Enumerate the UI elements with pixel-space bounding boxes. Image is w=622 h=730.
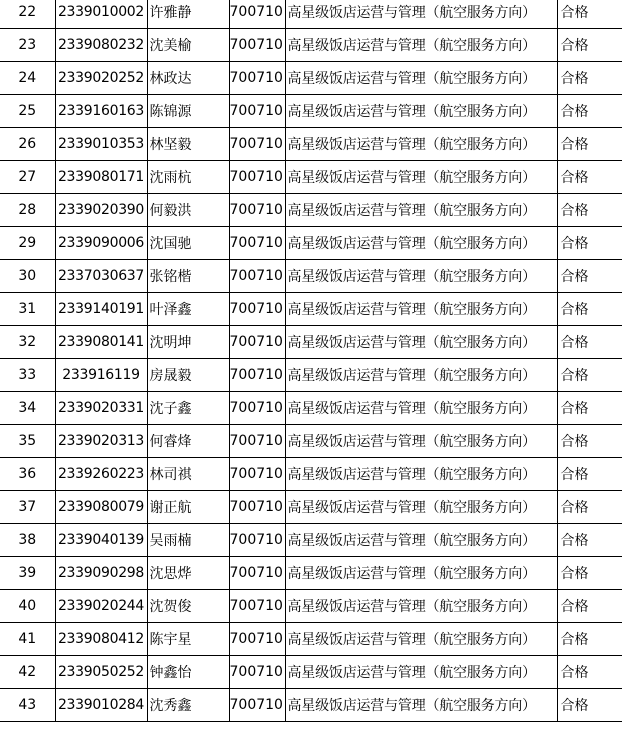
major-name-cell: 高星级饭店运营与管理（航空服务方向） <box>285 425 557 458</box>
result-cell: 合格 <box>557 128 622 161</box>
table-row <box>0 425 622 458</box>
student-name-cell: 叶泽鑫 <box>147 293 229 326</box>
exam-id-cell: 2339010002 <box>55 0 147 29</box>
row-number-cell: 30 <box>0 260 55 293</box>
table-row <box>0 227 622 260</box>
major-name-cell: 高星级饭店运营与管理（航空服务方向） <box>285 458 557 491</box>
exam-id-cell: 2339020390 <box>55 194 147 227</box>
exam-id-cell: 2339020331 <box>55 392 147 425</box>
student-name-cell: 沈思烨 <box>147 557 229 590</box>
major-code-cell: 700710 <box>229 656 285 689</box>
row-number-cell: 24 <box>0 62 55 95</box>
row-number-cell: 29 <box>0 227 55 260</box>
exam-id-cell: 2339080171 <box>55 161 147 194</box>
row-number-cell: 33 <box>0 359 55 392</box>
table-row <box>0 293 622 326</box>
row-number-cell: 28 <box>0 194 55 227</box>
major-code-cell: 700710 <box>229 293 285 326</box>
result-cell: 合格 <box>557 689 622 722</box>
row-number-cell: 43 <box>0 689 55 722</box>
row-number-cell: 42 <box>0 656 55 689</box>
row-number-cell: 41 <box>0 623 55 656</box>
result-cell: 合格 <box>557 95 622 128</box>
exam-id-cell: 2339140191 <box>55 293 147 326</box>
row-number-cell: 36 <box>0 458 55 491</box>
result-cell: 合格 <box>557 326 622 359</box>
exam-id-cell: 2339010284 <box>55 689 147 722</box>
student-name-cell: 陈宇星 <box>147 623 229 656</box>
row-number-cell: 26 <box>0 128 55 161</box>
result-cell: 合格 <box>557 62 622 95</box>
exam-id-cell: 2339090298 <box>55 557 147 590</box>
exam-id-cell: 2337030637 <box>55 260 147 293</box>
student-name-cell: 林坚毅 <box>147 128 229 161</box>
table-row <box>0 392 622 425</box>
student-name-cell: 沈子鑫 <box>147 392 229 425</box>
exam-id-cell: 2339080141 <box>55 326 147 359</box>
table-row <box>0 524 622 557</box>
major-name-cell: 高星级饭店运营与管理（航空服务方向） <box>285 656 557 689</box>
major-code-cell: 700710 <box>229 458 285 491</box>
result-cell: 合格 <box>557 458 622 491</box>
major-name-cell: 高星级饭店运营与管理（航空服务方向） <box>285 161 557 194</box>
student-name-cell: 沈明坤 <box>147 326 229 359</box>
major-name-cell: 高星级饭店运营与管理（航空服务方向） <box>285 293 557 326</box>
exam-id-cell: 2339020313 <box>55 425 147 458</box>
exam-id-cell: 2339080079 <box>55 491 147 524</box>
row-number-cell: 22 <box>0 0 55 29</box>
result-cell: 合格 <box>557 0 622 29</box>
student-name-cell: 沈国驰 <box>147 227 229 260</box>
table-row <box>0 95 622 128</box>
row-number-cell: 31 <box>0 293 55 326</box>
major-code-cell: 700710 <box>229 29 285 62</box>
exam-id-cell: 2339080412 <box>55 623 147 656</box>
table-row <box>0 491 622 524</box>
table-row <box>0 689 622 722</box>
table-row <box>0 29 622 62</box>
result-cell: 合格 <box>557 227 622 260</box>
result-cell: 合格 <box>557 293 622 326</box>
row-number-cell: 38 <box>0 524 55 557</box>
major-code-cell: 700710 <box>229 590 285 623</box>
major-code-cell: 700710 <box>229 557 285 590</box>
result-cell: 合格 <box>557 656 622 689</box>
result-cell: 合格 <box>557 590 622 623</box>
major-code-cell: 700710 <box>229 689 285 722</box>
row-number-cell: 35 <box>0 425 55 458</box>
student-name-cell: 沈贺俊 <box>147 590 229 623</box>
major-name-cell: 高星级饭店运营与管理（航空服务方向） <box>285 557 557 590</box>
major-name-cell: 高星级饭店运营与管理（航空服务方向） <box>285 62 557 95</box>
table-row <box>0 62 622 95</box>
table-row <box>0 194 622 227</box>
student-name-cell: 陈锦源 <box>147 95 229 128</box>
student-name-cell: 沈雨杭 <box>147 161 229 194</box>
major-name-cell: 高星级饭店运营与管理（航空服务方向） <box>285 95 557 128</box>
result-cell: 合格 <box>557 29 622 62</box>
exam-id-cell: 2339020252 <box>55 62 147 95</box>
table-row <box>0 590 622 623</box>
student-name-cell: 何睿烽 <box>147 425 229 458</box>
major-code-cell: 700710 <box>229 260 285 293</box>
exam-id-cell: 2339050252 <box>55 656 147 689</box>
major-code-cell: 700710 <box>229 62 285 95</box>
table-row <box>0 0 622 29</box>
exam-id-cell: 2339080232 <box>55 29 147 62</box>
major-name-cell: 高星级饭店运营与管理（航空服务方向） <box>285 590 557 623</box>
exam-id-cell: 233916119 <box>55 359 147 392</box>
table-row <box>0 161 622 194</box>
student-name-cell: 何毅洪 <box>147 194 229 227</box>
major-code-cell: 700710 <box>229 326 285 359</box>
row-number-cell: 37 <box>0 491 55 524</box>
major-code-cell: 700710 <box>229 227 285 260</box>
student-name-cell: 许雅静 <box>147 0 229 29</box>
major-code-cell: 700710 <box>229 194 285 227</box>
student-name-cell: 谢正航 <box>147 491 229 524</box>
student-name-cell: 林政达 <box>147 62 229 95</box>
major-name-cell: 高星级饭店运营与管理（航空服务方向） <box>285 260 557 293</box>
row-number-cell: 32 <box>0 326 55 359</box>
exam-id-cell: 2339020244 <box>55 590 147 623</box>
result-cell: 合格 <box>557 392 622 425</box>
student-name-cell: 钟鑫怡 <box>147 656 229 689</box>
table-row <box>0 260 622 293</box>
row-number-cell: 23 <box>0 29 55 62</box>
row-number-cell: 27 <box>0 161 55 194</box>
result-cell: 合格 <box>557 161 622 194</box>
major-code-cell: 700710 <box>229 425 285 458</box>
major-name-cell: 高星级饭店运营与管理（航空服务方向） <box>285 128 557 161</box>
exam-id-cell: 2339260223 <box>55 458 147 491</box>
major-code-cell: 700710 <box>229 161 285 194</box>
exam-id-cell: 2339160163 <box>55 95 147 128</box>
student-name-cell: 沈美榆 <box>147 29 229 62</box>
result-cell: 合格 <box>557 425 622 458</box>
student-name-cell: 林司祺 <box>147 458 229 491</box>
exam-id-cell: 2339040139 <box>55 524 147 557</box>
result-cell: 合格 <box>557 623 622 656</box>
table-row <box>0 359 622 392</box>
major-code-cell: 700710 <box>229 491 285 524</box>
table-row <box>0 623 622 656</box>
table-row <box>0 557 622 590</box>
row-number-cell: 25 <box>0 95 55 128</box>
major-name-cell: 高星级饭店运营与管理（航空服务方向） <box>285 194 557 227</box>
table-row <box>0 458 622 491</box>
result-cell: 合格 <box>557 491 622 524</box>
major-name-cell: 高星级饭店运营与管理（航空服务方向） <box>285 359 557 392</box>
major-code-cell: 700710 <box>229 623 285 656</box>
major-code-cell: 700710 <box>229 392 285 425</box>
table-row <box>0 128 622 161</box>
major-code-cell: 700710 <box>229 359 285 392</box>
major-name-cell: 高星级饭店运营与管理（航空服务方向） <box>285 29 557 62</box>
student-name-cell: 沈秀鑫 <box>147 689 229 722</box>
student-name-cell: 吴雨楠 <box>147 524 229 557</box>
major-name-cell: 高星级饭店运营与管理（航空服务方向） <box>285 0 557 29</box>
major-code-cell: 700710 <box>229 128 285 161</box>
table-row <box>0 326 622 359</box>
student-name-cell: 张铭楷 <box>147 260 229 293</box>
major-name-cell: 高星级饭店运营与管理（航空服务方向） <box>285 491 557 524</box>
exam-id-cell: 2339090006 <box>55 227 147 260</box>
exam-id-cell: 2339010353 <box>55 128 147 161</box>
student-name-cell: 房晟毅 <box>147 359 229 392</box>
row-number-cell: 34 <box>0 392 55 425</box>
major-code-cell: 700710 <box>229 0 285 29</box>
result-cell: 合格 <box>557 557 622 590</box>
major-name-cell: 高星级饭店运营与管理（航空服务方向） <box>285 326 557 359</box>
result-cell: 合格 <box>557 524 622 557</box>
major-name-cell: 高星级饭店运营与管理（航空服务方向） <box>285 524 557 557</box>
result-cell: 合格 <box>557 194 622 227</box>
major-name-cell: 高星级饭店运营与管理（航空服务方向） <box>285 623 557 656</box>
major-name-cell: 高星级饭店运营与管理（航空服务方向） <box>285 227 557 260</box>
result-cell: 合格 <box>557 260 622 293</box>
table-row <box>0 656 622 689</box>
major-name-cell: 高星级饭店运营与管理（航空服务方向） <box>285 689 557 722</box>
result-cell: 合格 <box>557 359 622 392</box>
major-name-cell: 高星级饭店运营与管理（航空服务方向） <box>285 392 557 425</box>
row-number-cell: 39 <box>0 557 55 590</box>
major-code-cell: 700710 <box>229 524 285 557</box>
major-code-cell: 700710 <box>229 95 285 128</box>
row-number-cell: 40 <box>0 590 55 623</box>
